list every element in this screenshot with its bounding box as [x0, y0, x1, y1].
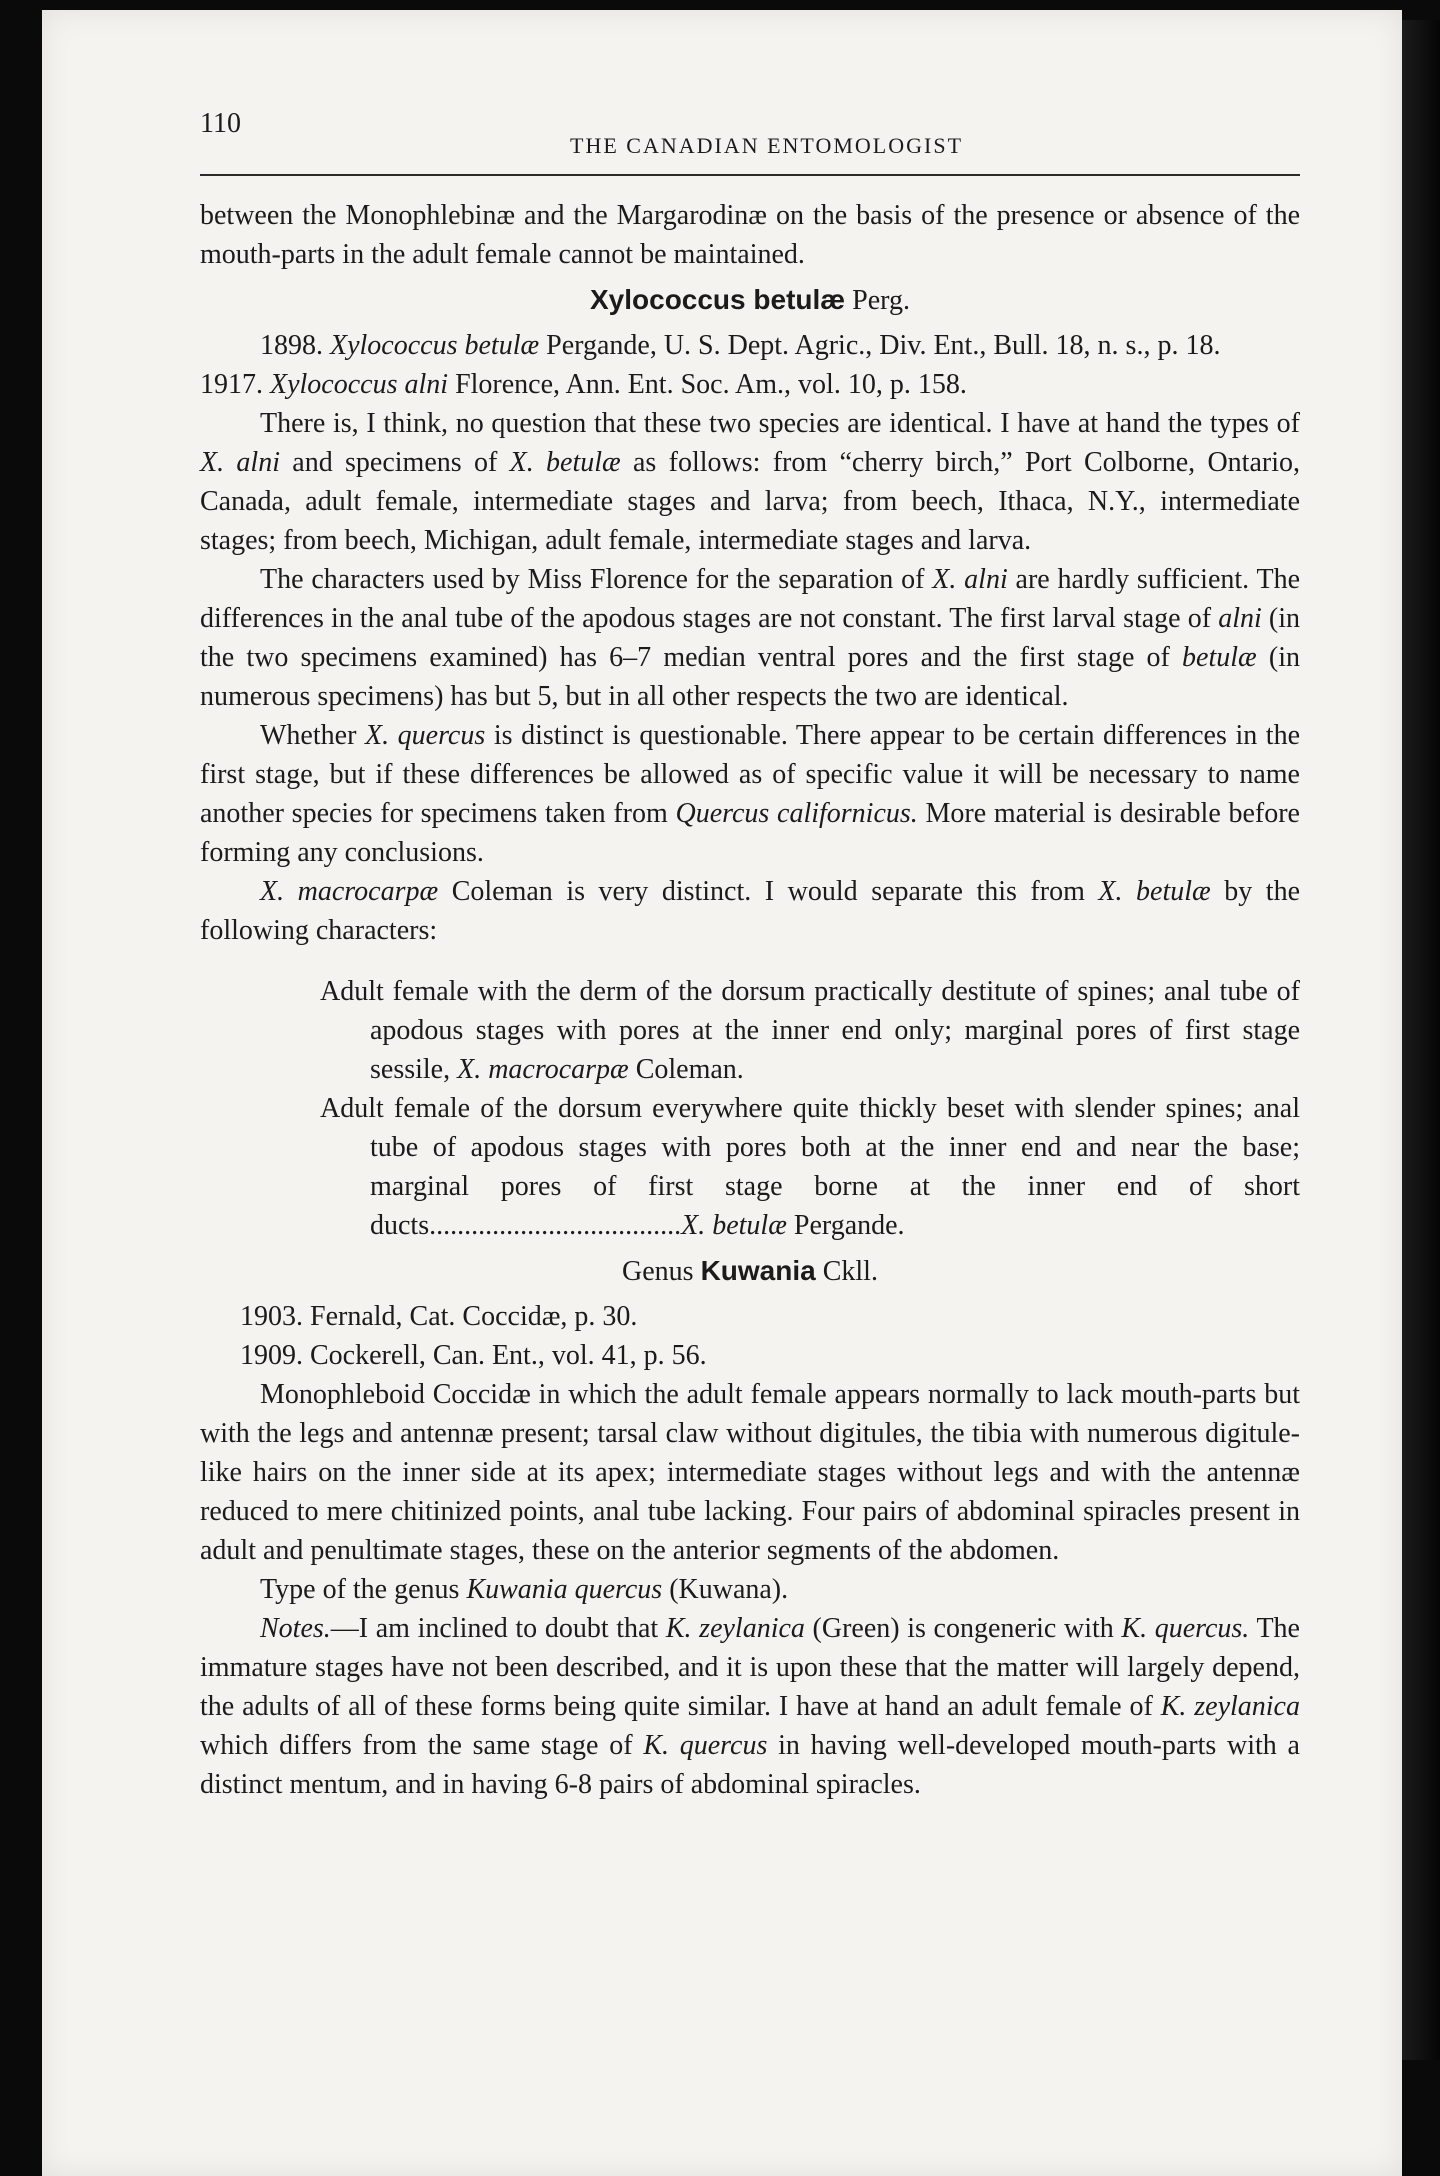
text-italic: alni	[1218, 603, 1262, 634]
paragraph-identical-species	[200, 404, 1300, 560]
citation-1917	[170, 365, 1300, 404]
text-italic: X. alni	[200, 447, 280, 478]
text-italic: X. betulæ	[1098, 876, 1211, 907]
text-run: is distinct is questionable. There appear to be certain differences in the first stage, but if these differences be allowed as of specific value it will be necessary to name another species for specimens taken from	[200, 720, 1301, 829]
text-run: in having well-developed mouth-parts with a distinct mentum, and in having 6-8 pairs of abdominal spiracles.	[200, 1730, 1300, 1800]
text-run: (in the two specimens examined) has 6–7 median ventral pores and the first stage of	[200, 603, 1300, 673]
citation-year: 1917.	[200, 369, 263, 400]
text-run: The immature stages have not been described, and it is upon these that the matter will largely depend, the adults of all of these forms being quite similar. I have at hand an adult female of	[200, 1613, 1300, 1722]
citation-1903: 1903. Fernald, Cat. Coccidæ, p. 30.	[240, 1301, 638, 1332]
text-italic: betulæ	[1182, 642, 1257, 673]
text-italic: Notes.	[260, 1613, 331, 1644]
citation-rest: Pergande, U. S. Dept. Agric., Div. Ent., Bull. 18, n. s., p. 18.	[539, 330, 1221, 361]
paragraph-continuation: between the Monophlebinæ and the Margarodinæ on the basis of the presence or absence of the mouth-parts in the adult female cannot be maintained.	[200, 200, 1300, 270]
paragraph-quercus	[200, 716, 1300, 872]
text-italic: X. betulæ	[509, 447, 621, 478]
citation-name: Xylococcus betulæ	[330, 330, 540, 361]
journal-title: THE CANADIAN ENTOMOLOGIST	[570, 133, 964, 158]
paragraph-florence-characters	[200, 560, 1300, 716]
citation-1898	[170, 326, 1300, 365]
text-italic: X. macrocarpæ	[260, 876, 439, 907]
citation-year: 1898.	[260, 330, 323, 361]
text-italic: Kuwania quercus	[466, 1574, 663, 1605]
text-run: and specimens of	[279, 447, 510, 478]
text-italic: Quercus californicus.	[675, 798, 918, 829]
page-text-block	[140, 96, 1300, 1804]
citation-rest: Florence, Ann. Ent. Soc. Am., vol. 10, p. 158.	[448, 369, 967, 400]
text-run: Whether	[260, 720, 365, 751]
text-run: are hardly sufficient. The differences in the anal tube of the apodous stages are not constant. The first larval stage of	[200, 564, 1300, 634]
species-heading-xylococcus	[200, 280, 1300, 320]
genus-author: Ckll.	[815, 1256, 878, 1287]
citation-name: Xylococcus alni	[270, 369, 449, 400]
key-couplet-2	[320, 1089, 1300, 1245]
species-author: Perg.	[845, 285, 910, 316]
citation-1909: 1909. Cockerell, Can. Ent., vol. 41, p. 56.	[240, 1340, 707, 1371]
text-italic: X. quercus	[364, 720, 486, 751]
text-run: (in numerous specimens) has but 5, but in all other respects the two are identical.	[200, 642, 1300, 712]
text-run: as follows: from “cherry birch,” Port Colborne, Ontario, Canada, adult female, intermediate stages and larva; from beech, Ithaca, N.Y., intermediate stages; from beech, Michigan, adult female, intermediate stages and larva.	[200, 447, 1300, 556]
text-italic: K. quercus.	[1121, 1613, 1250, 1644]
running-head	[140, 96, 1300, 156]
header-rule	[200, 174, 1300, 176]
species-name: Xylococcus betulæ	[589, 284, 846, 315]
genus-name: Kuwania	[700, 1255, 816, 1286]
page-body	[140, 196, 1300, 1804]
text-run: Pergande.	[786, 1210, 905, 1241]
key-couplet-1	[320, 972, 1300, 1089]
text-italic: X. macrocarpæ	[457, 1054, 629, 1085]
text-italic: K. zeylanica	[665, 1613, 805, 1644]
text-run: Adult female of the dorsum everywhere quite thickly beset with slender spines; anal tube of apodous stages with pores both at the inner end and near the base; marginal pores of first stage borne at the inner end of short ducts	[320, 1093, 1300, 1241]
paragraph-macrocarpae	[200, 872, 1300, 950]
genus-heading-kuwania	[200, 1251, 1300, 1291]
text-run: Adult female with the derm of the dorsum practically destitute of spines; anal tube of apodous stages with pores at the inner end only; marginal pores of first stage sessile,	[320, 976, 1300, 1085]
text-run: —I am inclined to doubt that	[330, 1613, 666, 1644]
text-run: Type of the genus	[260, 1574, 467, 1605]
text-run: which differs from the same stage of	[200, 1730, 644, 1761]
text-italic: K. quercus	[643, 1730, 768, 1761]
text-run: The characters used by Miss Florence for the separation of	[260, 564, 933, 595]
paragraph-notes	[200, 1609, 1300, 1804]
paragraph-genus-description: Monophleboid Coccidæ in which the adult female appears normally to lack mouth-parts but with the legs and antennæ present; tarsal claw without digitules, the tibia with numerous digitule-like hairs on the inner side at its apex; intermediate stages without legs and with the antennæ reduced to mere chitinized points, anal tube lacking. Four pairs of abdominal spiracles present in adult and penultimate stages, these on the anterior segments of the abdomen.	[200, 1379, 1300, 1566]
page-edge-shadow	[1402, 20, 1440, 2060]
text-italic: X. alni	[932, 564, 1008, 595]
text-run: There is, I think, no question that these two species are identical. I have at hand the types of	[260, 408, 1300, 439]
text-run: Coleman is very distinct. I would separate this from	[438, 876, 1099, 907]
leader-dots: ....................................	[429, 1210, 682, 1241]
text-run: (Kuwana).	[662, 1574, 789, 1605]
page-number: 110	[200, 108, 241, 139]
text-run: (Green) is congeneric with	[804, 1613, 1122, 1644]
paragraph-type-of-genus	[200, 1570, 1300, 1609]
text-run: More material is desirable before forming any conclusions.	[200, 798, 1300, 868]
text-run: by the following characters:	[200, 876, 1300, 946]
text-italic: K. zeylanica	[1160, 1691, 1300, 1722]
text-italic: X. betulæ	[681, 1210, 787, 1241]
genus-prefix: Genus	[622, 1256, 701, 1287]
text-run: Coleman.	[628, 1054, 744, 1085]
